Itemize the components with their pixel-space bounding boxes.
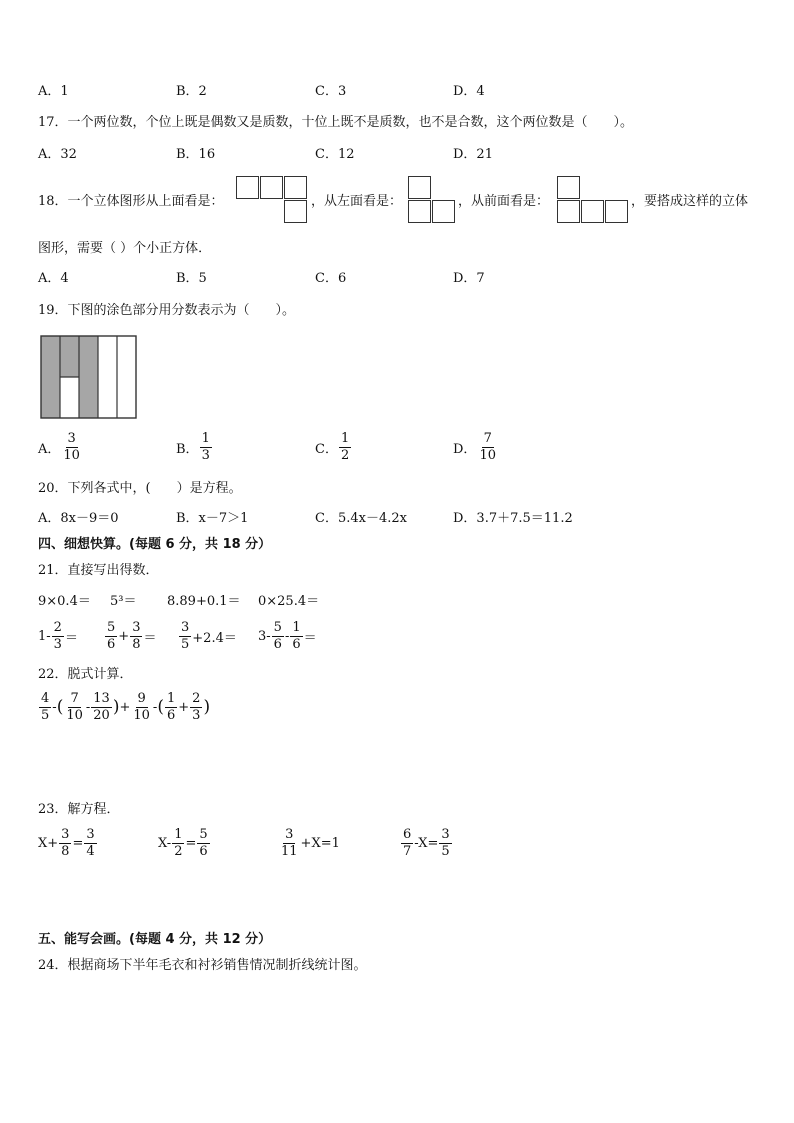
section-5-heading: 五、能写会画。(每题 4 分，共 12 分） <box>38 932 272 947</box>
q18-left-view-figure <box>408 176 456 226</box>
q18-text-part4: ，要搭成这样的立体 <box>631 194 749 209</box>
q18-text-part2: ，从左面看是： <box>311 194 403 209</box>
q18-text-part1: 18．一个立体图形从上面看是： <box>38 194 224 209</box>
section-4-heading: 四、细想快算。(每题 6 分，共 18 分） <box>38 537 272 552</box>
q21-expr-4: 0×25.4＝ <box>258 594 320 609</box>
q21-expr-5: 1- $\frac{2}{3}$ ＝ <box>38 620 78 652</box>
q21-expr-7: $\frac{3}{5}$ +2.4＝ <box>181 620 237 652</box>
fraction: $\frac{1}{2}$ <box>174 827 183 859</box>
fraction: $\frac{3}{11}$ <box>281 827 298 859</box>
fraction: $\frac{4}{5}$ <box>41 691 50 723</box>
q18-top-view-figure <box>236 176 308 226</box>
q21-expr-6: $\frac{5}{6}$ + $\frac{3}{8}$ ＝ <box>107 620 157 652</box>
fraction: $\frac{1}{2}$ <box>340 431 350 463</box>
q23-equation-4: $\frac{6}{7}$ -X= $\frac{3}{5}$ <box>403 827 450 859</box>
q19-option-b: B． $\frac{1}{3}$ <box>176 431 210 463</box>
fraction: $\frac{5}{6}$ <box>273 620 282 652</box>
fraction: $\frac{7}{10}$ <box>479 431 496 463</box>
q18-front-view-figure <box>557 176 629 226</box>
q19-option-d: D． $\frac{7}{10}$ <box>453 431 496 463</box>
q21-expr-8: 3- $\frac{5}{6}$ - $\frac{1}{6}$ ＝ <box>258 620 317 652</box>
fraction: $\frac{13}{20}$ <box>93 691 110 723</box>
q20-option-d: D．3.7＋7.5＝11.2 <box>453 511 573 526</box>
fraction: $\frac{1}{6}$ <box>292 620 301 652</box>
fraction: $\frac{3}{5}$ <box>441 827 450 859</box>
q17-option-d: D．21 <box>453 147 493 162</box>
q18-text-part3: ，从前面看是： <box>458 194 550 209</box>
fraction: $\frac{3}{8}$ <box>61 827 70 859</box>
q16-option-b: B．2 <box>176 84 207 99</box>
fraction: $\frac{9}{10}$ <box>133 691 150 723</box>
q20-option-a: A．8x－9＝0 <box>38 511 119 526</box>
q20-option-c: C．5.4x－4.2x <box>315 511 407 526</box>
q20-option-b: B．x－7＞1 <box>176 511 249 526</box>
fraction: $\frac{3}{10}$ <box>63 431 80 463</box>
q22-question: 22．脱式计算． <box>38 667 133 682</box>
fraction: $\frac{3}{8}$ <box>132 620 141 652</box>
q18-option-c: C．6 <box>315 271 347 286</box>
q23-question: 23．解方程． <box>38 802 120 817</box>
fraction: $\frac{1}{6}$ <box>166 691 176 723</box>
q17-option-a: A．32 <box>38 147 77 162</box>
q21-expr-3: 8.89+0.1＝ <box>167 594 241 609</box>
q21-question: 21．直接写出得数． <box>38 563 159 578</box>
q16-option-c: C．3 <box>315 84 347 99</box>
q17-option-c: C．12 <box>315 147 355 162</box>
fraction: $\frac{7}{10}$ <box>66 691 83 723</box>
fraction: $\frac{1}{3}$ <box>201 431 210 463</box>
q23-equation-3: $\frac{3}{11}$ +X=1 <box>281 827 340 859</box>
q19-shaded-rectangle-figure <box>40 335 137 419</box>
fraction: $\frac{2}{3}$ <box>192 691 201 723</box>
q18-option-a: A．4 <box>38 271 69 286</box>
q23-equation-1: X+ $\frac{3}{8}$ = $\frac{3}{4}$ <box>38 827 95 859</box>
q22-expression: $\frac{4}{5}$ - ( $\frac{7}{10}$ - $\frac{13}{20}$ ) + $\frac{9}{10}$ - ( $\frac{1}{6}$ + $\frac{2}{3}$ ) <box>41 691 211 723</box>
q21-expr-1: 9×0.4＝ <box>38 594 91 609</box>
q19-option-c: C． $\frac{1}{2}$ <box>315 431 350 463</box>
q19-option-a: A． $\frac{3}{10}$ <box>38 431 80 463</box>
q17-question: 17．一个两位数，个位上既是偶数又是质数，十位上既不是质数，也不是合数，这个两位数是（ ）。 <box>38 115 634 130</box>
q21-expr-2: 5³＝ <box>110 594 137 609</box>
q19-question: 19．下图的涂色部分用分数表示为（ ）。 <box>38 303 296 318</box>
fraction: $\frac{5}{6}$ <box>107 620 116 652</box>
fraction: $\frac{5}{6}$ <box>199 827 208 859</box>
q17-option-b: B．16 <box>176 147 216 162</box>
q20-question: 20．下列各式中，( ）是方程。 <box>38 481 242 496</box>
q16-option-a: A．1 <box>38 84 69 99</box>
q23-equation-2: X- $\frac{1}{2}$ = $\frac{5}{6}$ <box>158 827 208 859</box>
q18-option-b: B．5 <box>176 271 207 286</box>
fraction: $\frac{3}{5}$ <box>181 620 190 652</box>
q18-text-line2: 图形，需要（ ）个小正方体． <box>38 241 212 256</box>
fraction: $\frac{2}{3}$ <box>53 620 62 652</box>
q18-option-d: D．7 <box>453 271 485 286</box>
fraction: $\frac{6}{7}$ <box>403 827 412 859</box>
fraction: $\frac{3}{4}$ <box>86 827 95 859</box>
q16-option-d: D．4 <box>453 84 485 99</box>
q24-question: 24．根据商场下半年毛衣和衬衫销售情况制折线统计图。 <box>38 958 367 973</box>
